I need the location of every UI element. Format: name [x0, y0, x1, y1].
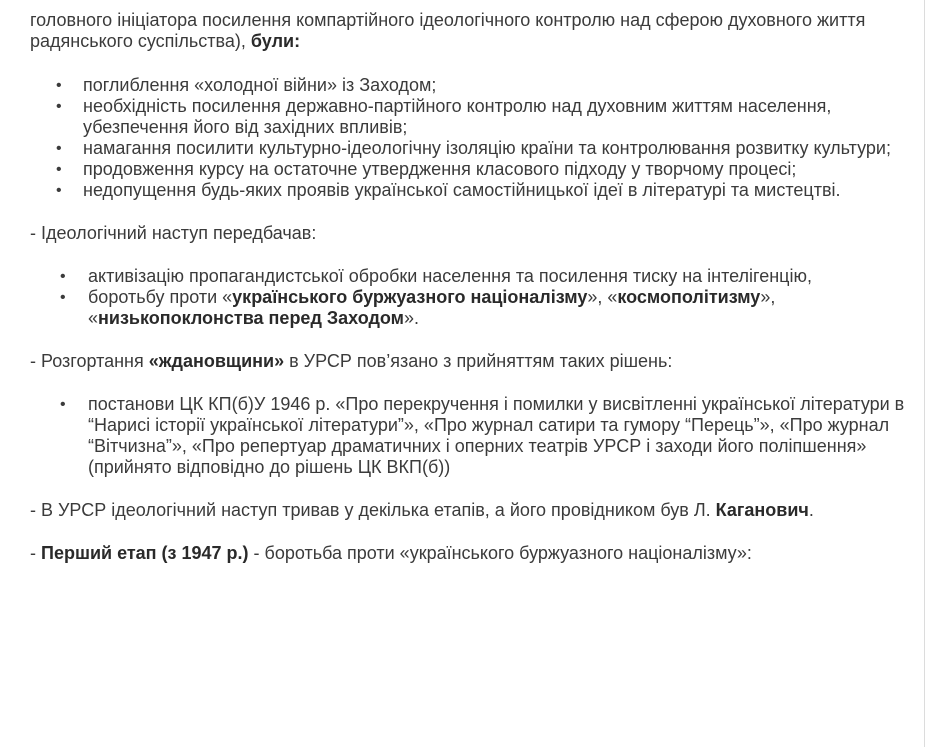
bullet-icon: • — [56, 182, 62, 199]
text-run: - боротьба проти «українського буржуазного націоналізму»: — [248, 543, 752, 563]
offensive-heading: - Ідеологічний наступ передбачав: — [30, 223, 317, 243]
text-run: - Розгортання — [30, 351, 149, 371]
bullet-icon: • — [56, 98, 62, 115]
list-item — [30, 394, 910, 478]
first-stage-paragraph — [30, 543, 910, 564]
spacer — [30, 329, 910, 351]
text-run: », « — [587, 287, 618, 307]
bold-term: «ждановщини» — [148, 351, 285, 371]
spacer — [30, 244, 910, 266]
list-item — [30, 180, 910, 201]
bold-term: космополітизму — [617, 287, 761, 307]
reasons-list — [30, 75, 910, 201]
list-item-text: постанови ЦК КП(б)У 1946 р. «Про перекручення і помилки у висвітленні української літератури в “Нарисі історії української літератури”», «Про журнал сатири та гумору “Перець”», «Про журнал “Вітчизна”», «Про репертуар драматичних і оперних театрів УРСР і заходи його поліпшення» (прийнято відповідно до рішень ЦК ВКП(б)) — [88, 394, 905, 477]
spacer — [30, 201, 910, 223]
bullet-icon: • — [60, 289, 66, 306]
list-item-text: недопущення будь-яких проявів української самостійницької ідеї в літературі та мистецтві. — [83, 180, 841, 200]
text-run: ». — [403, 308, 419, 328]
bullet-icon: • — [56, 140, 62, 157]
intro-paragraph — [30, 10, 910, 52]
bullet-icon: • — [60, 268, 66, 285]
list-item-text: намагання посилити культурно-ідеологічну ізоляцію країни та контролювання розвитку культури; — [83, 138, 891, 158]
list-item-text: продовження курсу на остаточне утвердження класового підходу у творчому процесі; — [83, 159, 797, 179]
list-item — [30, 96, 910, 138]
text-run: боротьбу проти « — [88, 287, 233, 307]
list-item — [30, 75, 910, 96]
list-item-text: поглиблення «холодної війни» із Заходом; — [83, 75, 437, 95]
bold-term: Перший етап (з 1947 р.) — [41, 543, 249, 563]
list-item — [30, 159, 910, 180]
text-run: », « — [88, 287, 776, 328]
list-item — [30, 287, 910, 329]
bullet-icon: • — [56, 161, 62, 178]
list-item-text: активізацію пропагандистської обробки населення та посилення тиску на інтелігенцію, — [88, 266, 812, 286]
list-item-text: необхідність посилення державно-партійного контролю над духовним життям населення, убезпечення його від західних впливів; — [83, 96, 832, 137]
offensive-list — [30, 266, 910, 329]
article-body — [30, 10, 910, 564]
bold-term: українського буржуазного націоналізму — [232, 287, 588, 307]
page-edge-divider — [924, 0, 925, 747]
stages-paragraph — [30, 500, 910, 521]
intro-text: головного ініціатора посилення компартійного ідеологічного контролю над сферою духовного життя радянського суспільства), — [30, 10, 866, 51]
spacer — [30, 52, 910, 75]
bullet-icon: • — [56, 77, 62, 94]
spacer — [30, 372, 910, 394]
list-item — [30, 266, 910, 287]
text-run: - — [30, 543, 41, 563]
bold-term: низькопоклонства перед Заходом — [98, 308, 404, 328]
zhdanov-paragraph — [30, 351, 910, 372]
spacer — [30, 478, 910, 500]
spacer — [30, 521, 910, 543]
intro-bold: були: — [250, 31, 301, 51]
decrees-list — [30, 394, 910, 478]
bullet-icon: • — [60, 396, 66, 413]
bold-term: Каганович — [715, 500, 809, 520]
list-item — [30, 138, 910, 159]
text-run: . — [808, 500, 814, 520]
text-run: в УРСР пов’язано з прийняттям таких рішень: — [284, 351, 673, 371]
text-run: - В УРСР ідеологічний наступ тривав у декілька етапів, а його провідником був Л. — [30, 500, 711, 520]
list-item-text — [88, 287, 775, 328]
